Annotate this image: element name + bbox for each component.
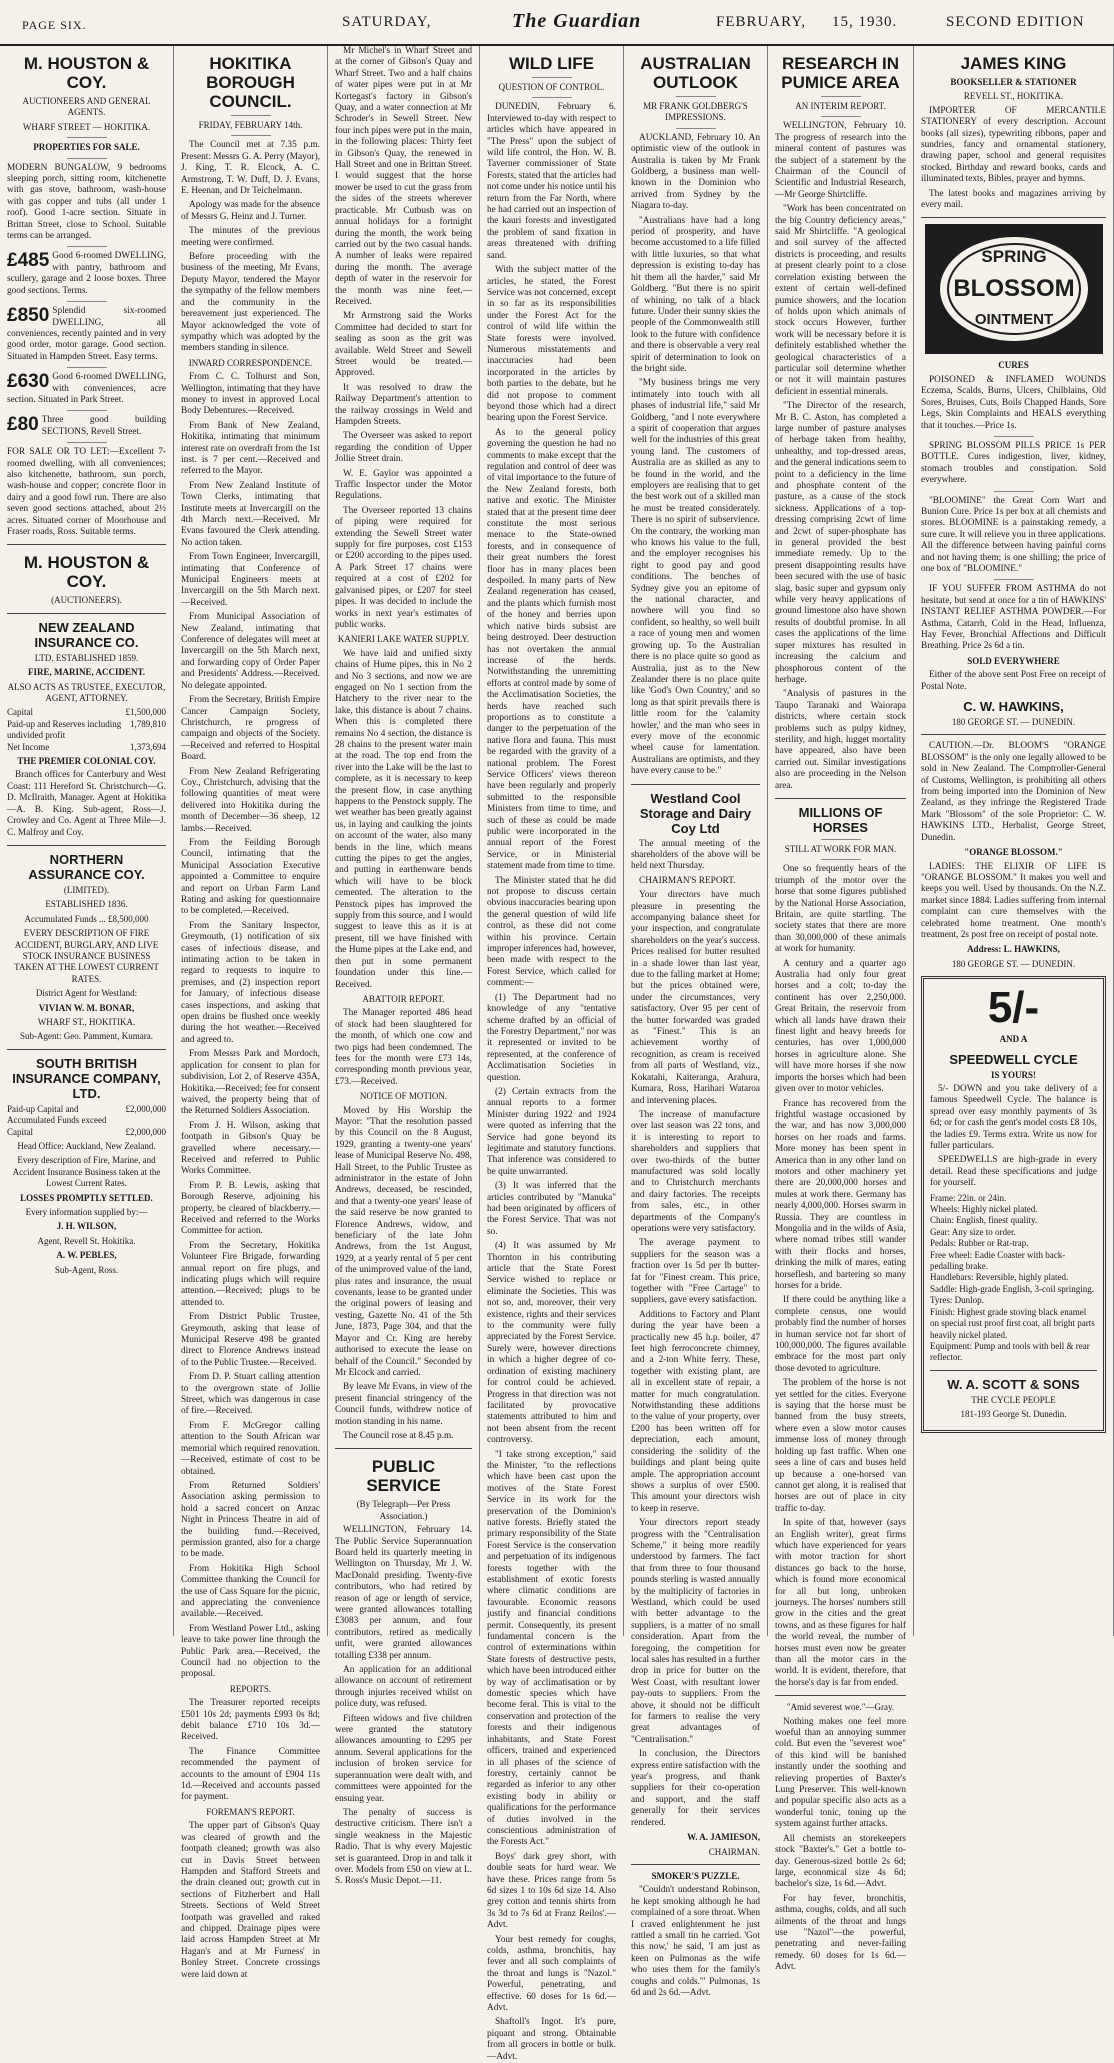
paragraph: By leave Mr Evans, in view of the present financial stringency of the Council funds, withdrew notice of motion standing in his name.	[335, 1382, 472, 1427]
advert-address: 181-193 George St. Dunedin.	[960, 1409, 1067, 1420]
spring-blossom-ointment-logo	[925, 224, 1103, 354]
article-title: PUBLIC SERVICE	[366, 1457, 441, 1496]
paragraph: From Hokitika High School Committee thanking the Council for the use of Cass Square for the picnic, and appreciating the convenience available.—Received.	[181, 1563, 320, 1620]
agent-label: District Agent for Westland:	[35, 988, 138, 999]
article-body	[631, 839, 760, 1830]
paragraph: WELLINGTON, February 14. The Public Service Superannuation Board held its quarterly meeting in Wellington on Thursday, Mr J. W. MacDonald presiding. Twenty-five contributors, who had retired by reason of age or length of service, were granted allowances totalling £3083 per annum, and four contributors, retired as medically unfit, were granted allowances totalling £338 per annum.	[335, 1525, 472, 1661]
column-advertisements-2	[914, 46, 1114, 1636]
sold-everywhere: SOLD EVERYWHERE	[967, 655, 1060, 666]
paragraph: The Finance Committee recommended the payment of accounts to the amount of £904 11s 1d.—Received and accounts passed for payment.	[181, 1746, 320, 1803]
advert-address: 180 GEORGE ST. — DUNEDIN.	[951, 958, 1076, 969]
advert-text: IS YOURS!	[991, 1069, 1036, 1080]
paragraph: Boys' dark grey short, with double seats for hard wear. We have these. Prices range from 5s 6d sizes 1 to 10s 6d size 14. Also grey cotton and tennis shirts from 3s 3d to 7s 6d at Franz Reilos'.—Advt.	[487, 1851, 616, 1931]
article-body	[335, 649, 472, 991]
paragraph: The increase of manufacture over last season was 22 tons, and it is interesting to report to shareholders and suppliers that over two-thirds of the butter manufactured was sold locally and to Christchurch merchants and dairy factories. The receipts from sales, etc., in other departments of the Company's operations were very satisfactory.	[631, 1109, 760, 1234]
paragraph: Your directors report steady progress with the "Centralisation Scheme," it being more readily understood by farmers. The fact that from three to four thousand pounds sterling is wasted annually by the multiplicity of factories in Westland, which could be used with better advantage to the suppliers, is a matter of no small consideration. Apart from the foregoing, the competition for local sales has resulted in a further drop in price for butter on the West Coast, with resultant lower pay-outs to suppliers. From the above, it should not be difficult for farmers to realise the very great advantages of "Centralisation."	[631, 1518, 760, 1745]
paragraph: From F. McGregor calling attention to the South African war memorial which required renovation.—Received, estimate of cost to be obtained.	[181, 1420, 320, 1477]
masthead-date: 15, 1930.	[832, 14, 898, 30]
financial-row: Capital £1,500,000	[7, 707, 166, 718]
paragraph: The upper part of Gibson's Quay was cleared of growth and the footpath cleaned; growth was also cut in Davis Street between Hampden and Stafford Streets and the drain cleaned out; growth cut in sections of Fitzherbert and Hall Streets. Sections of Weld Street footpath was gravelled and raked and chipped. Drainage pipes were laid across Hampden Street at Mr Hagan's and at Mr Furness' in Bonley Street. Concrete crossings were laid down at	[181, 1821, 320, 1980]
paragraph: From C. C. Tolhurst and Son, Wellington, intimating that they have money to invest in approved Local Body Debentures.—Received.	[181, 372, 320, 417]
property-listing: £850 Splendid six-roomed DWELLING, all conveniences, recently painted and in very good order, motor garage. Good section. Situated in Hampden Street. Easy terms.	[7, 305, 166, 362]
masthead-month: FEBRUARY,	[716, 14, 807, 30]
advert-title: SPEEDWELL CYCLE	[949, 1051, 1078, 1067]
paragraph: France has recovered from the frightful wastage occasioned by the war, and has now 3,000,000 horses on her roads and farms. More money has been spent in America than in any other land on motors and other machinery yet there are 20,000,000 horses and mules at work there. Germany has nearly 4,000,000. Horses swarm in Russia. They are countless in Mongolia and in the wilds of Asia, where nomad tribes still wander with their flocks and horses, drinking the milk of mares, eating horseflesh, and bartering so many horses for a bride.	[775, 1098, 906, 1291]
advert-title: JAMES KING	[960, 54, 1067, 73]
paragraph: The Minister stated that he did not propose to discuss certain obvious inaccuracies bearing upon the general question of wild life control, as these did not come within his province. Certain improper inferences had, however, been made with respect to the Forest Service, which called for comment:—	[487, 875, 616, 989]
section-heading: NOTICE OF MOTION.	[359, 1091, 448, 1102]
article-body	[181, 1821, 320, 1981]
masthead-day: SATURDAY,	[342, 14, 432, 30]
paragraph: From Town Engineer, Invercargill, intimating that Conference of Municipal Engineers meets at Invercargill on the 5th March next.—Received.	[181, 552, 320, 608]
article-body	[181, 1698, 320, 1804]
paragraph: The penalty of success is destructive criticism. There isn't a single weakness in the Majestic Radio. That is why every Majestic set is guaranteed. Drop in and talk it over. Models from £50 on view at L. S. Ross's Music Depot.—11.	[335, 1807, 472, 1887]
edition-label: SECOND EDITION	[946, 14, 1085, 30]
paragraph: "My business brings me very intimately into touch with all phases of industrial life," said Mr Goldberg, "and I note everywhere a spirit of cooperation that argues well for the industries of this great young land. The customers of Australia are as skilled as any to be found in the world, and the employers are realising that to get the best work out of a skilled man he must be treated considerately. There is no spirit of subservience. On the contrary, the working man who knows his value to the full, and the employer recognises his right to good pay and good conditions. The benches of Sydney give you an epitome of the national character, and nowhere will you find so confident, so healthy, so well built a race of young men and women growing up. To the Australian there is no place quite so good as Australia, just as to the New Zealander there is no place quite like 'God's Own Country,' and so long as that spirit prevails there is little room for the 'calamity howler,' and the man who sees in every move of the economic wheel cause for lamentation. Australians are optimists, and they have every cause to be."	[631, 378, 760, 777]
insurance-slogan: THE PREMIER COLONIAL COY.	[17, 756, 156, 767]
paragraph: In conclusion, the Directors express entire satisfaction with the year's progress, and thank suppliers for their co-operation and support, and the staff generally for their services rendered.	[631, 1749, 760, 1828]
paragraph: From Municipal Association of New Zealand, intimating that Conference of delegates will meet at Invercargill on the 5th March next, and forwarding copy of Order Paper and Presidents' Address.—Received. No delegate appointed.	[181, 612, 320, 691]
paragraph: "I take strong exception," said the Minister, "to the reflections which have been cast upon the motives of the State Forest Service in its work for the preservation of the Dominion's native forests. Briefly stated the primary responsibility of the State Forest Service is the conservation and perpetuation of its indigenous forests together with the establishment of exotic forests where climatic conditions are favourable. Economic reasons justify and financial conditions permit. Consequently, its present fundamental concern is the control of exterminations within State forests of destructive pests, which have been introduced either by way of acclimatisation or by domestic species which have become feral. This is vital to the conservation and protection of the forests and their indigenous inhabitants, and State Forest officers, trained and experienced in all phases of the science of forestry, certainly cannot be regarded as inferior to any other existing body in ability or qualifications for the performance of duties involved in the conscientious administration of the Forests Act."	[487, 1449, 616, 1848]
article-body	[181, 140, 320, 354]
paragraph: Mr Armstrong said the Works Committee had decided to start for sealing as soon as the grit was available. Weld Street and Sewell Street would be treated.—Approved.	[335, 311, 472, 379]
article-body	[181, 372, 320, 1681]
spec-item: Equipment: Pump and tools with bell & rear reflector.	[930, 1340, 1090, 1363]
column-advertisements-1	[0, 46, 174, 1636]
paragraph: We have laid and unified sixty chains of Hume pipes, this in No 2 and No 3 sections, and now we are engaged on No 1 section from the Hatchery to the river near to the lake, this distance is about 7 chains. When this is completed there remains No 4 section, the distance is 28 chains to the present water main at the road. The top end from the river into the Lake will be the last to complete, as it is necessary to keep the present flow, in case anything happens to the Penstock supply. The wet weather has been greatly against us, in laying and caulking the joints on account of the water, also many bends in the line, which means cutting the pipes to get the angles, and putting in earthenware bends which will have to be block cemented. The alteration to the Penstock pipes has improved the supply from this source, and I would suggest to leave this as it is at present, till we have finished with the Hume pipes at the Lake end, and then put in some permanent foundation under this line.—Received.	[335, 648, 472, 990]
spec-list	[930, 1193, 1097, 1364]
agent-address: WHARF ST., HOKITIKA.	[37, 1016, 136, 1027]
paragraph: (1) The Department had no knowledge of any "tentative scheme drafted by an official of the Forestry Department," nor was it represented or invited to be represented, at the conference of Acclimatisation Societies in question.	[487, 992, 616, 1083]
agent-name: A. W. PEBLES,	[56, 1250, 117, 1261]
paragraph: With the subject matter of the articles, he stated, the Forest Service was not concerned, except in so far as its responsibilities under the Forest Act for the control of wild life within the State forests were involved. Numerous misstatements and inaccuracies had been incorporated in the articles by both parties to the debate, but he did not propose to comment beyond those which had a direct bearing upon the Forest Service.	[487, 265, 616, 424]
paragraph: The Council met at 7.35 p.m. Present: Messrs G. A. Perry (Mayor), J. King, T. R. Elcock, A. C. Armstrong, T. W. Duff, D. J. Evans, E. Heenan, and Dr Teichelmann.	[181, 140, 320, 197]
advert-text: SPRING BLOSSOM PILLS PRICE 1s PER BOTTLE. Cures indigestion, liver, kidney, stomach troubles and constipation. Sold everywhere.	[921, 440, 1106, 486]
page-number: PAGE SIX.	[22, 18, 87, 32]
financial-row: Paid-up and Reserves including undivided profit 1,789,810	[7, 718, 166, 741]
notice-title: Westland Cool Storage and Dairy Coy Ltd	[639, 790, 752, 836]
agent-name: VIVIAN W. M. BONAR,	[38, 1002, 135, 1013]
paragraph: DUNEDIN, February 6. Interviewed to-day with respect to articles which have appeared in "The Press" upon the subject of wild life control, the Hon. W. B. Taverner commissioner of State Forests, stated that the articles had not come under his notice until his return from the Far North, where he had carried out an inspection of the kauri forests and investigated the problem of sand fixation in areas threatened with drifting sand.	[487, 102, 616, 261]
advert-text: 5/- DOWN and you take delivery of a famous Speedwell Cycle. The balance is spread over easy monthly payments of 3s 6d; or for cash the gent's model costs £8 10s, the ladies £9. Terms extra. Write us now for fuller particulars.	[930, 1083, 1097, 1151]
paragraph: (2) Certain extracts from the annual reports to a former Minister during 1922 and 1924 were quoted as inferring that the Service had gone beyond its legitimate and statutory functions. That inference was considered to be quite unwarranted.	[487, 1086, 616, 1177]
article-body	[335, 1008, 472, 1088]
advert-name: C. W. HAWKINS,	[963, 699, 1064, 715]
property-listing: £630 Good 6-roomed DWELLING, with conveniences, acre section. Situated in Park Street.	[7, 371, 166, 405]
paragraph: From Messrs Park and Mordoch, application for consent to plan for subdivision, Lot 2, of Reserve 435A, Hokitika.—Received; fee for consent waived, the property being that of the Returned Soldiers Association.	[181, 1049, 320, 1117]
financial-row: Capital £2,000,000	[7, 1126, 166, 1137]
article-title: RESEARCH IN PUMICE AREA	[781, 54, 900, 92]
paragraph: From New Zealand Refrigerating Coy., Christchurch, advising that the following quantities of meat were delivered into Hokitika during the month of December—36 sheep, 12 lambs.—Received.	[181, 766, 320, 834]
signature-title: CHAIRMAN.	[708, 1846, 760, 1857]
article-body	[335, 1106, 472, 1443]
paragraph: From the Secretary, Hokitika Volunteer Fire Brigade, forwarding annual report on fire plugs, and indicating plugs which will require attention.—Received; plugs to be attended to.	[181, 1240, 320, 1308]
article-body	[335, 46, 472, 631]
article-body	[775, 1717, 906, 1974]
spec-item: Wheels: Highly nickel plated.	[930, 1204, 1038, 1215]
paragraph: As to the general policy governing the question he had no comments to make except that the regulation and control of deer was of vital importance to the future of the New Zealand forests, both native and exotic. The Minister stated that at the present time deer constitute the most serious menace to the State-owned forests, and in consequence of their great numbers the forest floor has in many places been despoiled. In many parts of New Zealand regeneration has ceased, and the plants which furnish most of the honey and berries upon which native birds subsist are being destroyed. Deer destruction has not overtaken the annual increase of the herds. Notwithstanding the unremitting efforts at control made by some of the Acclimatisation Societies, the herds have reached such proportions as to constitute a danger to the perpetuation of the native flora and fauna. This must be regarded with the gravity of a national problem. The Forest Service Officers' views thereon have been regularly and properly submitted to the responsible Ministers from time to time, and such of these as could be made public were incorporated in the annual report of the Forest Service, or in Ministerial statement made from time to time.	[487, 427, 616, 872]
paragraph: (3) It was inferred that the articles contributed by "Manuka" had been originated by officers of the Forest Service. That was not so.	[487, 1181, 616, 1237]
advert-text: SPEEDWELLS are high-grade in every detail. Read these specifications and judge for yourself.	[930, 1155, 1097, 1189]
paragraph: CHAIRMAN'S REPORT.	[639, 875, 736, 886]
paragraph: The Manager reported 486 head of stock had been slaughtered for the month, of which one cow and two pigs had been condemned. The fees for the month were £73 14s, corresponding month previous year, £73.—Received.	[335, 1008, 472, 1087]
advert-address: 180 GEORGE ST. — DUNEDIN.	[951, 717, 1076, 728]
article-body	[775, 864, 906, 1689]
property-listing: £485 Good 6-roomed DWELLING, with pantry, bathroom and scullery, garage and 2 loose boxes. Three good sections. Terms.	[7, 250, 166, 296]
advert-text: IF YOU SUFFER FROM ASTHMA do not hesitate, but send at once for a tin of HAWKINS' INSTANT RELIEF ASTHMA POWDER.—For Asthma, Catarrh, Cold in the Head, Influenza, Hay Fever, Bronchial Affections and Difficult Breathing. Price 2s 6d a tin.	[921, 584, 1106, 652]
paragraph: Apology was made for the absence of Messrs G. Heinz and J. Turner.	[181, 200, 320, 222]
insurance-description: Every description of Fire, Marine, and Accident Insurance Business taken at the Lowest Current Rates.	[12, 1155, 161, 1189]
article-title: MILLIONS OF HORSES	[798, 804, 883, 835]
paragraph: A century and a quarter ago Australia had only four great horses and a colt; to-day the continent has over 2,250,000. Great Britain, the reservoir from which all lands have drawn their finest light and heavy breeds for centuries, has over 1,000,000 horses in agriculture alone. She will have more horses if she now imports the horses which had been given over to motor vehicles.	[775, 958, 906, 1095]
article-body	[335, 1525, 472, 1888]
paragraph: From the Secretary, British Empire Cancer Campaign Society, Christchurch, re progress of campaign and objects of the Society.—Received and referred to Hospital Board.	[181, 695, 320, 763]
paragraph: Moved by His Worship the Mayor: "That the resolution passed by this Council on the 8 August, 1929, granting a twenty-one years' lease of Municipal Reserve No. 498, Hall Street, to the Public Trustee as administrator in the estate of John Andrews, deceased, be rescinded, and that a twenty-one years' lease of the said reserve be now granted to Florence Andrews, widow, and beneficiary of the late John Andrews, from the 1st August, 1929, at a yearly rental of 5 per cent of the unimproved value of the land, plus rates and insurance, the usual covenants, lease to be granted under the original powers of leasing and vesting, Gazette No. 41 of the 5th June, 1873, Page 304, and that the Mayor and Cr. King are hereby authorised to execute the lease on behalf of the Council." Seconded by Mr Elcock and carried.	[335, 1105, 472, 1378]
paragraph: Fifteen widows and five children were granted the statutory allowances amounting to £295 per annum. Several applications for the inclusion of broken service for superannuation were dealt with, and committees were appointed for the ensuing year.	[335, 1713, 472, 1804]
paragraph: From Bank of New Zealand, Hokitika, intimating that minimum interest rate on overdraft from the 1st inst. is 7 per cent.—Received and referred to the Mayor.	[181, 420, 320, 477]
insurance-title: SOUTH BRITISH INSURANCE COMPANY, LTD.	[12, 1055, 161, 1101]
paragraph: From D. P. Stuart calling attention to the overgrown state of Jollie Street, which was dangerous in case of fire.—Received.	[181, 1372, 320, 1417]
paragraph: The minutes of the previous meeting were confirmed.	[181, 226, 320, 248]
badge-top-text: SPRING	[980, 247, 1047, 267]
property-price: £485	[7, 250, 50, 272]
paragraph: From District Public Trustee, Greymouth, asking that lease of Municipal Reserve 498 be granted direct to Florence Andrews instead of to the Public Trustee.—Received.	[181, 1312, 320, 1368]
paragraph: "The Director of the research, Mr B. C. Aston, has completed a large number of pasture analyses of herbage taken from healthy, unhealthy, and top-dressed areas, and the general indications seem to point to a deficiency in the lime and phosphate content of the pasture, as a cause of the stock sickness. Applications of a top-dressing comprising 2cwt of lime and 2cwt of super-phosphate has in general provided the best immediate remedy. Up to the present disappointing results have been secured with the use of basic slag, basic super and gypsum only while very heavy applications of ground limestone also have shown results of doubtful promise. In all cases the applications of the lime super mixtures has resulted in increasing the calcium and phosphorous content of the herbage.	[775, 401, 906, 685]
paragraph: The average payment to suppliers for the season was a fraction over 1s 5d per lb butter-fat for "Finest cream. This price, together with "Free Cartage" to suppliers, gave every satisfaction.	[631, 1238, 760, 1306]
column-council-continued	[328, 46, 480, 1887]
insurance-slogan: LOSSES PROMPTLY SETTLED.	[20, 1192, 153, 1203]
cures-heading: CURES	[998, 360, 1029, 371]
insurance-title: NORTHERN ASSURANCE COY.	[28, 851, 145, 882]
paragraph: W. E. Gaylor was appointed a Traffic Inspector under the Motor Regulations.	[335, 468, 472, 502]
spec-item: Tyres: Dunlop.	[930, 1295, 984, 1306]
paragraph: If there could be anything like a complete census, one would probably find the number of horses in human service not far short of 100,000,000. The figures available embrace for the most part only those devoted to agriculture.	[775, 1295, 906, 1374]
properties-heading: PROPERTIES FOR SALE.	[33, 142, 140, 153]
spec-item: Saddle: High-grade English, 3-coil springing.	[930, 1283, 1094, 1294]
agent-address: Sub-Agent, Ross.	[54, 1264, 119, 1275]
property-listing: FOR SALE OR TO LET:—Excellent 7-roomed dwelling, with all conveniences; also kitchenette, bathroom, sun porch, wash-house and copper; concrete floor in dairy and a good fowl run. There are also seven good sections attached, about 2½ acres. Situated corner of Moorhouse and Fraser roads, Ross. Suitable terms.	[7, 447, 166, 537]
advert-subtitle: THE CYCLE PEOPLE	[971, 1394, 1056, 1405]
paragraph: From New Zealand Institute of Town Clerks, intimating that Institute meets at Invercargill on the 4th March next.—Received. Mr Evans favoured the Clerk attending. No action taken.	[181, 480, 320, 548]
firm-title: M. HOUSTON & COY.	[23, 553, 150, 592]
signature-name: W. A. JAMIESON,	[687, 1832, 760, 1843]
paragraph: Before proceeding with the business of the meeting, Mr Evans, Deputy Mayor, tendered the Mayor the sympathy of the fellow members and the community in the bereavement just experienced. The Mayor acknowledged the vote of sympathy which was adopted by the members standing in silence.	[181, 252, 320, 354]
section-heading: ABATTOIR REPORT.	[362, 993, 445, 1004]
article-dateline: FRIDAY, FEBRUARY 14th.	[198, 120, 303, 130]
advert-heading: "ORANGE BLOSSOM."	[964, 847, 1063, 858]
head-office: Head Office: Auckland, New Zealand.	[17, 1141, 156, 1151]
advert-text: IMPORTER OF MERCANTILE STATIONERY of every description. Account books (all sizes), typewriting ribbons, paper and sundries, fancy and ornamental stationery, drawing paper, school and general requisites stocked. Birthday and reward books, cards and illuminated texts, Bibles, prayer and hymns.	[921, 105, 1106, 185]
insurance-established: ESTABLISHED 1836.	[45, 899, 128, 910]
property-price: £80	[7, 414, 39, 436]
paragraph: The problem of the horse is not yet settled for the cities. Everyone is saying that the horse must be banned from the busy streets, where even a slow motor causes immense loss of money through holding up fast traffic. When one sees a line of cars and buses held up because a one-horsed van cannot get along, it is realised that horses are out of place in city traffic to-day.	[775, 1378, 906, 1514]
property-price: £630	[7, 371, 50, 393]
paragraph: For hay fever, bronchitis, asthma, coughs, colds, and all such ailments of the throat and lungs use "Nazol"—the powerful, penetrating and never-failing remedy. 60 doses for 1s 6d.—Advt.	[775, 1893, 906, 1973]
advert-text: "BLOOMINE" the Great Corn Wart and Bunion Cure. Price 1s per box at all chemists and stores. BLOOMINE is a painstaking remedy, a sure cure. It will relieve you in three applications. All the difference between having painful corns and not having them; is one shilling; the price of one box of "BLOOMINE."	[921, 495, 1106, 574]
speedwell-cycle-advert	[921, 976, 1106, 1432]
branch-offices: Branch offices for Canterbury and West Coast: 111 Hereford St. Christchurch—G. D. McIlraith, Manager. Agent at Hokitika—A. B. King. Sub-agent, Ross—J. Crowley and Co. Agent at Three Mile—J. C. Malfroy and Coy.	[7, 770, 166, 838]
section-heading: FOREMAN'S REPORT.	[206, 1806, 295, 1817]
newspaper-name: The Guardian	[512, 10, 642, 32]
firm-subtitle: (AUCTIONEERS).	[51, 595, 122, 606]
paragraph: The Overseer reported 13 chains of piping were required for extending the Sewell Street water supply for fire purposes, cost £153 or £200 according to the pipes used. A Park Street 17 chains were required at a cost of £202 for galvanised pipes, or £207 for steel pipes. It was decided to include the works in next year's estimates of public works.	[335, 505, 472, 630]
article-source: (By Telegraph—Per Press Association.)	[356, 1499, 451, 1521]
insurance-limited: (LIMITED).	[63, 884, 110, 895]
spec-item: Gear: Any size to order.	[930, 1226, 1016, 1237]
financial-row: Paid-up Capital and Accumulated Funds exceed £2,000,000	[7, 1103, 166, 1126]
advert-text: The latest books and magazines arriving by every mail.	[921, 188, 1106, 211]
section-heading: KANIERI LAKE WATER SUPPLY.	[337, 634, 470, 645]
masthead	[0, 0, 1114, 46]
financial-row: Net Income 1,373,694	[7, 741, 166, 752]
paragraph: The annual meeting of the shareholders of the above will be held next Thursday.	[631, 838, 760, 872]
advert-subtitle: BOOKSELLER & STATIONER	[950, 77, 1077, 87]
paragraph: All chemists an storekeepers stock "Baxter's." Get a bottle to-day. Generous-sized bottle 2s 6d; large, economical size 4s 6d; bachelor's size, 1s 6d.—Advt.	[775, 1833, 906, 1890]
insurance-lines: FIRE, MARINE, ACCIDENT.	[27, 667, 146, 678]
agent-name: J. H. WILSON,	[56, 1221, 117, 1232]
spec-item: Frame: 22in. or 24in.	[930, 1192, 1007, 1203]
paragraph: "Work has been concentrated on the big Country deficiency areas," said Mr Shirtcliffe. "A geological and soil survey of the affected districts is proceeding, and results at present clearly point to a close correlation existing between the extent of certain well-defined pumice showers, and the location of holds upon which animals of stock occurs However, further work will be necessary before it is definitely established whether the geological characteristics of a particular soil determine whether or not it will maintain pastures deficient in essential minerals.	[775, 204, 906, 397]
insurance-established: LTD. ESTABLISHED 1859.	[34, 652, 139, 663]
advert-text: LADIES: THE ELIXIR OF LIFE IS "ORANGE BLOSSOM." It makes you well and keeps you well. Used by thousands. On the N.Z. market since 1884. Ladies suffering from internal complaint can cure themselves with the celebrated home treatment. One month's treatment, 2s post free on receipt of postal note.	[921, 861, 1106, 940]
article-subtitle: STILL AT WORK FOR MAN.	[784, 843, 897, 854]
article-title: AUSTRALIAN OUTLOOK	[640, 54, 751, 92]
column-borough-council	[174, 46, 328, 1980]
advert-text: CAUTION.—Dr. BLOOM'S "ORANGE BLOSSOM" is the only one legally allowed to be sold in New Zealand. The Comptroller-General of Customs, Wellington, is prohibiting all others from being imported into the Dominion of New Zealand, as they infringe the Registered Trade Mark "Blossom" of the sole Proprietor: C. W. HAWKINS LTD., Herbalist, George Street, Dunedin.	[921, 741, 1106, 843]
paragraph: From P. B. Lewis, asking that Borough Reserve, adjoining his property, be cleared of blackberry.—Received and referred to the Works Committee for action.	[181, 1180, 320, 1237]
paragraph: Your directors have much pleasure in presenting the accompanying balance sheet for your inspection, and congratulate shareholders on the year's success. Prices realised for butter resulted in a shade lower than last year, due to the falling market at Home; but the prices obtained were, under the circumstances, very satisfactory. Over 95 per cent of the butter forwarded was graded as "Finest." This is an achievement worthy of recognition, as cream is received from all parts of Westland, viz., Kokatahi, Kaiteranga, Arahura, Kumara, Ross, Harihari Wataroa and intervening places.	[631, 890, 760, 1106]
column-wild-life	[480, 46, 624, 2062]
paragraph: Shaftoll's Ingot. It's pure, piquant and strong. Obtainable from all grocers in bottle or bulk.—Advt.	[487, 2017, 616, 2062]
advert-text: POISONED & INFLAMED WOUNDS Eczema, Scalds, Burns, Ulcers, Chilblains, Old Sores, Bruises, Cuts, Boils Chapped Hands, Sore Legs, Skin Complaints and HEALS everything that it touches.—Price 1s.	[921, 374, 1106, 431]
quote-line: "Amid severest woe."—Gray.	[786, 1702, 895, 1713]
paragraph: From J. H. Wilson, asking that footpath in Gibson's Quay be gravelled where necessary.—Received and referred to Public Works Committee.	[181, 1120, 320, 1177]
section-heading: REPORTS.	[229, 1683, 272, 1694]
paragraph: From Returned Soldiers' Association asking permission to hold a sacred concert on Anzac Night in Princess Theatre in aid of the building fund.—Received, permission granted, also for a charge to be made.	[181, 1480, 320, 1560]
paragraph: It was resolved to draw the Railway Department's attention to the railway crossings in Weld and Hampden Streets.	[335, 382, 472, 427]
paragraph: In spite of that, however (says an English writer), great firms which have experienced for years with motor traction for short distances go back to the horse, which is found more economical for all but long, unbroken journeys. The horses' numbers still grow in the cities and the great towns, and as these figures for half the world reveal, the number of horses must even now be greater than all the motor cars in the world. It is evident, therefore, that the horse's day is far from ended.	[775, 1518, 906, 1688]
advert-name: W. A. SCOTT & SONS	[947, 1376, 1080, 1392]
paragraph: Nothing makes one feel more woeful than an annoying summer cold. But even the "severest woe" of this kind will be banished instantly under the soothing and relieving properties of Baxter's Lung Preserver. This well-known and popular specific also acts as a wonderful tonic, toning up the system against further attacks.	[775, 1716, 906, 1830]
paragraph: From Westland Power Ltd., asking leave to take power line through the Public Park area.—Received, the Council had no objection to the proposal.	[181, 1623, 320, 1680]
advert-text: Either of the above sent Post Free on receipt of Postal Note.	[921, 670, 1106, 692]
paragraph: "Analysis of pastures in the Taupo Taranaki and Waiorapa districts, where certain stock problems such as pulpy kidney, sterility, and high, lugget mortality have appeared, also have been carried out. Similar investigations also are proceeding in the Nelson area.	[775, 689, 906, 791]
paragraph: Additions to Factory and Plant during the year have been a practically new 45 h.p. boiler, 47 feet high ferroconcrete chimney, and a 2-ton White ferry. These, together with existing plant, are all in excellent state of repair, a matter for much congratulation. Notwithstanding these additions to the value of your property, over £200 has been written off for depreciation, each amount, considering the solidity of the buildings and plant being quite ample. The appropriation account shows a surplus of over £500. This amount your directors wish to keep in reserve.	[631, 1309, 760, 1514]
article-body	[631, 133, 760, 778]
insurance-trustee: ALSO ACTS AS TRUSTEE, EXECUTOR, AGENT, ATTORNEY.	[7, 681, 166, 704]
firm-street: WHARF STREET — HOKITIKA.	[22, 121, 151, 132]
paragraph: From the Sanitary Inspector, Greymouth, (1) notification of six cases of infectious disease, and intimating action to be taken in regard to requests to inquire to premises, and (2) inspection report for January, of infectious disease cases inspections, and asking that open drains be flushed once weekly during the hot weather.—Received and agreed to.	[181, 920, 320, 1045]
spec-item: Handlebars: Reversible, highly plated.	[930, 1272, 1069, 1283]
badge-main-text: BLOSSOM	[952, 275, 1075, 303]
column-australian-outlook	[624, 46, 768, 1998]
paragraph: From the Feilding Borough Council, intimating that the Municipal Association Executive appointed a Committee to enquire and report on Urban Farm Land Rating and asking for questionnaire to be completed.—Received.	[181, 837, 320, 917]
paragraph: The Treasurer reported receipts £501 10s 2d; payments £993 0s 8d; debit balance £710 10s 3d.—Received.	[181, 1698, 320, 1743]
property-listing: MODERN BUNGALOW, 9 bedrooms sleeping porch, sitting room, kitchenette with gas stove, bathroom, wash-house with gas copper and tubs (all under 1 roof). Good 1-acre section. Situate in Brittan Street, close to School. Suitable terms can be arranged.	[7, 162, 166, 242]
insurance-description: EVERY DESCRIPTION OF FIRE ACCIDENT, BURGLARY, AND LIVE STOCK INSURANCE BUSINESS TAKEN AT THE LOWEST CURRENT RATES.	[14, 928, 159, 984]
article-body	[487, 102, 616, 2063]
article-subtitle: QUESTION OF CONTROL.	[498, 82, 605, 92]
firm-title: M. HOUSTON & COY.	[23, 54, 150, 92]
paragraph: AUCKLAND, February 10. An optimistic view of the outlook in Australia is taken by Mr Frank Goldberg, a business man well-known in the Dominion who arrived from Sydney by the Niagara to-day.	[631, 132, 760, 212]
badge-bottom-text: OINTMENT	[974, 311, 1053, 329]
spec-item: Chain: English, finest quality.	[930, 1215, 1038, 1226]
info-label: Every information supplied by:—	[25, 1207, 148, 1218]
paragraph: (4) It was assumed by Mr Thornton in his contributing article that the State Forest Service wished to replace or eliminate the Societies. This was not so, and, moreover, their very existence, rights and their services to the community were fully appreciated by the Forest Service. Surely were, however directions in which a higher degree of co-ordination of existing machinery for control could be achieved. Progress in that direction was not facilitated by provocative statements attributed to him and not been absent from the recent controversy.	[487, 1241, 616, 1446]
advert-address: REVELL ST., HOKITIKA.	[963, 91, 1064, 102]
firm-subtitle: AUCTIONEERS AND GENERAL AGENTS.	[22, 96, 151, 118]
advert-text: AND A	[999, 1034, 1028, 1045]
spec-item: Free wheel: Eadie Coaster with back-pedalling brake.	[930, 1249, 1066, 1272]
spec-item: Finish: Highest grade stoving black enamel on special rust proof first coat, all bright parts heavily nickel plated.	[930, 1306, 1095, 1340]
property-listing: £80 Three good building SECTIONS, Revell Street.	[7, 414, 166, 437]
advert-address: Address: L. HAWKINS,	[967, 944, 1060, 955]
article-subtitle: MR FRANK GOLDBERG'S IMPRESSIONS.	[643, 101, 748, 123]
accumulated-funds: Accumulated Funds ... £8,500,000	[24, 913, 149, 924]
paragraph: Mr Michel's in Wharf Street and at the corner of Gibson's Quay and Wharf Street. Two and a half chains of water pipes were put in at Mr Kortegast's factory in Gibson's Quay, and a water connection at Mr Schroder's in Sewell Street. New four inch pipes were put in the main, in the following places: Thirty feet in Gibson's Quay, the renewed in Hall Street and one in Brittan Street. I would suggest that the horse mower be used to cut the grass from the sides of the streets wherever practicable. Mr Cutbush was on annual holidays for a fortnight during the month, the work being carried out by the two casual hands. A number of leaks were repaired during the month. The average depth of water in the reservoir for the month was nine feet.—Received.	[335, 46, 472, 307]
advert-text: "Couldn't understand Robinson, he kept smoking although he had complained of a sore throat. When I craved enlightenment he just rattled a small tin he carried. 'Got this now,' he said, 'I am just as keen on Pulmonas as the wife who uses them for the family's coughs and colds.'" Pulmonas, 1s 6d and 2s 6d.—Advt.	[631, 1885, 760, 1998]
article-title: WILD LIFE	[509, 54, 594, 73]
section-heading: SMOKER'S PUZZLE.	[651, 1870, 740, 1881]
insurance-title: NEW ZEALAND INSURANCE CO.	[34, 619, 139, 650]
spec-item: Pedals: Rubber or Rat-trap.	[930, 1238, 1029, 1249]
sub-agent: Sub-Agent: Geo. Pamment, Kumara.	[20, 1031, 153, 1042]
section-heading: INWARD CORRESPONDENCE.	[188, 357, 313, 368]
column-research	[768, 46, 914, 1973]
paragraph: The Overseer was asked to report regarding the condition of Upper Jollie Street drain.	[335, 431, 472, 465]
agent-address: Agent, Revell St. Hokitika.	[37, 1235, 136, 1246]
paragraph: "Australians have had a long period of prosperity, and have become accustomed to a life filled with little luxuries, so that what depression is existing to-day has hit them all the harder," said Mr Goldberg. "But there is no spirit of whining, no talk of a black future. Under their sunny skies the people of the Commonwealth still look to the future with confidence and there is observable a very real spirit of determination to look on the bright side.	[631, 215, 760, 374]
article-subtitle: AN INTERIM REPORT.	[795, 101, 886, 111]
article-body	[775, 121, 906, 792]
article-title: HOKITIKA BOROUGH COUNCIL.	[206, 54, 295, 111]
price-figure: 5/-	[987, 983, 1040, 1033]
paragraph: The Council rose at 8.45 p.m.	[343, 1430, 454, 1441]
property-price: £850	[7, 305, 50, 327]
paragraph: An application for an additional allowance on account of retirement through injuries received whilst on police duty, was refused.	[335, 1665, 472, 1710]
paragraph: One so frequently hears of the triumph of the motor over the horse that some figures published by the National Horse Association, Britain, are quite startling. The society states that there are more than 30,000,000 of these animals at work for humanity.	[775, 864, 906, 955]
paragraph: WELLINGTON, February 10. The progress of research into the mineral content of pastures was the subject of a statement by the Chairman of the Council of Scientific and Industrial Research,—Mr George Shirtcliffe.	[775, 121, 906, 200]
paragraph: Your best remedy for coughs, colds, asthma, bronchitis, hay fever and all such complaints of the throat and lungs is "Nazol." Powerful, penetrating, and effective. 60 doses for 1s 6d.—Advt.	[487, 1934, 616, 2014]
